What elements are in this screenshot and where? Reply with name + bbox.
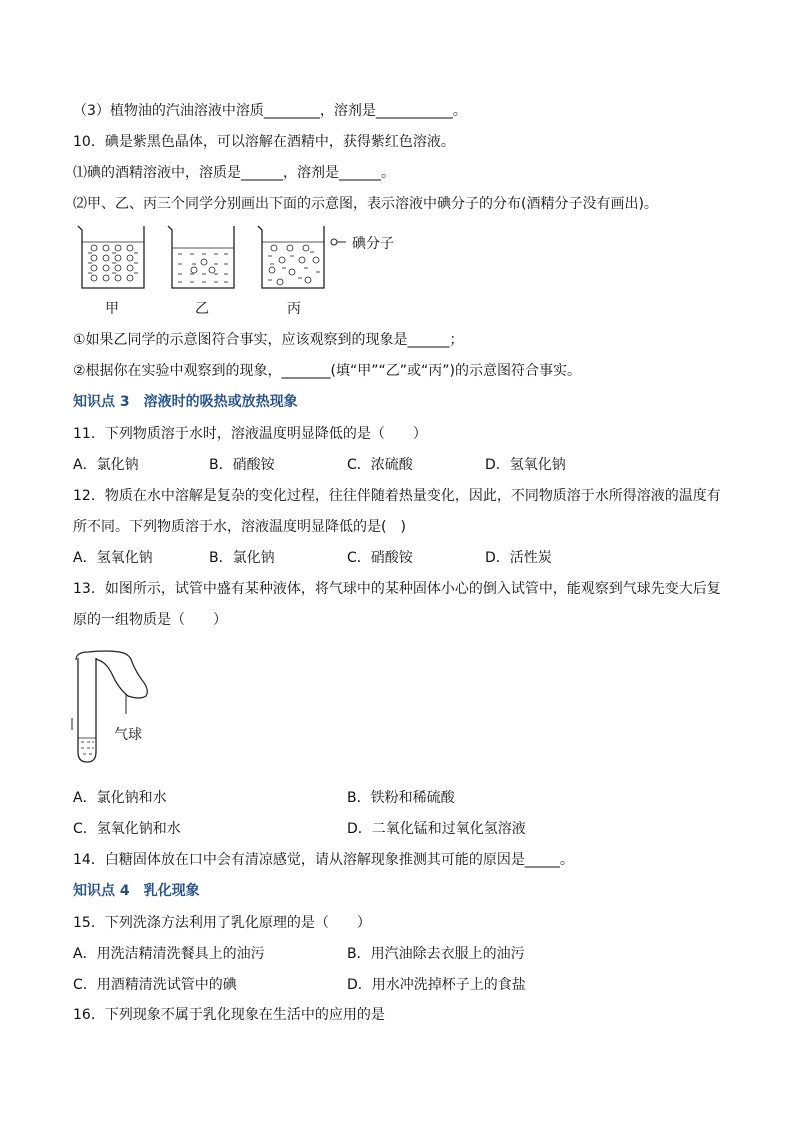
q11-option-d: D．氢氧化钠 (485, 457, 566, 473)
beaker-bing (258, 226, 324, 288)
q15-stem: 15．下列洗涤方法利用了乳化原理的是（ ） (73, 915, 371, 931)
q12-stem-line1: 12．物质在水中溶解是复杂的变化过程，往往伴随着热量变化，因此，不同物质溶于水所得溶液的温度有 (73, 488, 721, 504)
q13-option-b: B．铁粉和稀硫酸 (347, 790, 455, 806)
q14-stem: 14．白糖固体放在口中会有清凉感觉，请从溶解现象推测其可能的原因是_____。 (73, 852, 574, 868)
q11-option-a: A．氯化钠 (73, 457, 139, 473)
q9-part3: （3）植物油的汽油溶液中溶质________，溶剂是___________。 (73, 103, 467, 119)
q12-stem-line2: 所不同。下列物质溶于水，溶液温度明显降低的是( ) (73, 519, 406, 535)
q15-option-a: A．用洗洁精清洗餐具上的油污 (73, 946, 265, 962)
q15-option-b: B．用汽油除去衣服上的油污 (347, 946, 525, 962)
q10-part1: ⑴碘的酒精溶液中，溶质是______，溶剂是______。 (73, 165, 395, 181)
q13-option-d: D．二氧化锰和过氧化氢溶液 (347, 821, 526, 837)
q10-stem: 10．碘是紫黑色晶体，可以溶解在酒精中，获得紫红色溶液。 (73, 134, 455, 150)
q12-option-a: A．氢氧化钠 (73, 550, 153, 566)
q11-stem: 11．下列物质溶于水时，溶液温度明显降低的是（ ） (73, 426, 427, 442)
iodine-molecule-legend: 碘分子 (352, 236, 394, 252)
q12-option-c: C．硝酸铵 (347, 550, 413, 566)
q12-option-d: D．活性炭 (485, 550, 552, 566)
q10-part2-a: ①如果乙同学的示意图符合事实，应该观察到的现象是______； (73, 332, 464, 348)
q15-option-d: D．用水冲洗掉杯子上的食盐 (347, 977, 526, 993)
q10-part2: ⑵甲、乙、丙三个同学分别画出下面的示意图，表示溶液中碘分子的分布(酒精分子没有画出)。 (73, 196, 658, 212)
beaker-yi (168, 226, 234, 288)
q10-part2-b: ②根据你在实验中观察到的现象，_______(填“甲”“乙”或“丙”)的示意图符合事实。 (73, 363, 581, 379)
beaker-label-yi: 乙 (195, 301, 209, 317)
q11-option-c: C．浓硫酸 (347, 457, 413, 473)
balloon (76, 651, 147, 714)
q15-option-c: C．用酒精清洗试管中的碘 (73, 977, 237, 993)
q13-option-c: C．氢氧化钠和水 (73, 821, 181, 837)
q12-option-b: B．氯化钠 (209, 550, 275, 566)
balloon-label: 气球 (114, 727, 142, 743)
q11-option-b: B．硝酸铵 (209, 457, 275, 473)
section-heading-4: 知识点 4 乳化现象 (73, 883, 200, 899)
iodine-molecule-marker (331, 239, 346, 245)
section-heading-3: 知识点 3 溶液时的吸热或放热现象 (73, 394, 298, 410)
q13-stem-line2: 原的一组物质是（ ） (73, 612, 227, 628)
q13-option-a: A．氯化钠和水 (73, 790, 167, 806)
beaker-label-jia: 甲 (105, 301, 119, 317)
test-tube (72, 658, 96, 762)
q16-stem: 16．下列现象不属于乳化现象在生活中的应用的是 (73, 1007, 385, 1023)
test-tube-figure (70, 648, 160, 766)
beaker-label-bing: 丙 (287, 301, 301, 317)
beaker-jia (78, 226, 144, 288)
q13-stem-line1: 13．如图所示，试管中盛有某种液体，将气球中的某种固体小心的倒入试管中，能观察到气球先变大后复 (73, 581, 721, 597)
